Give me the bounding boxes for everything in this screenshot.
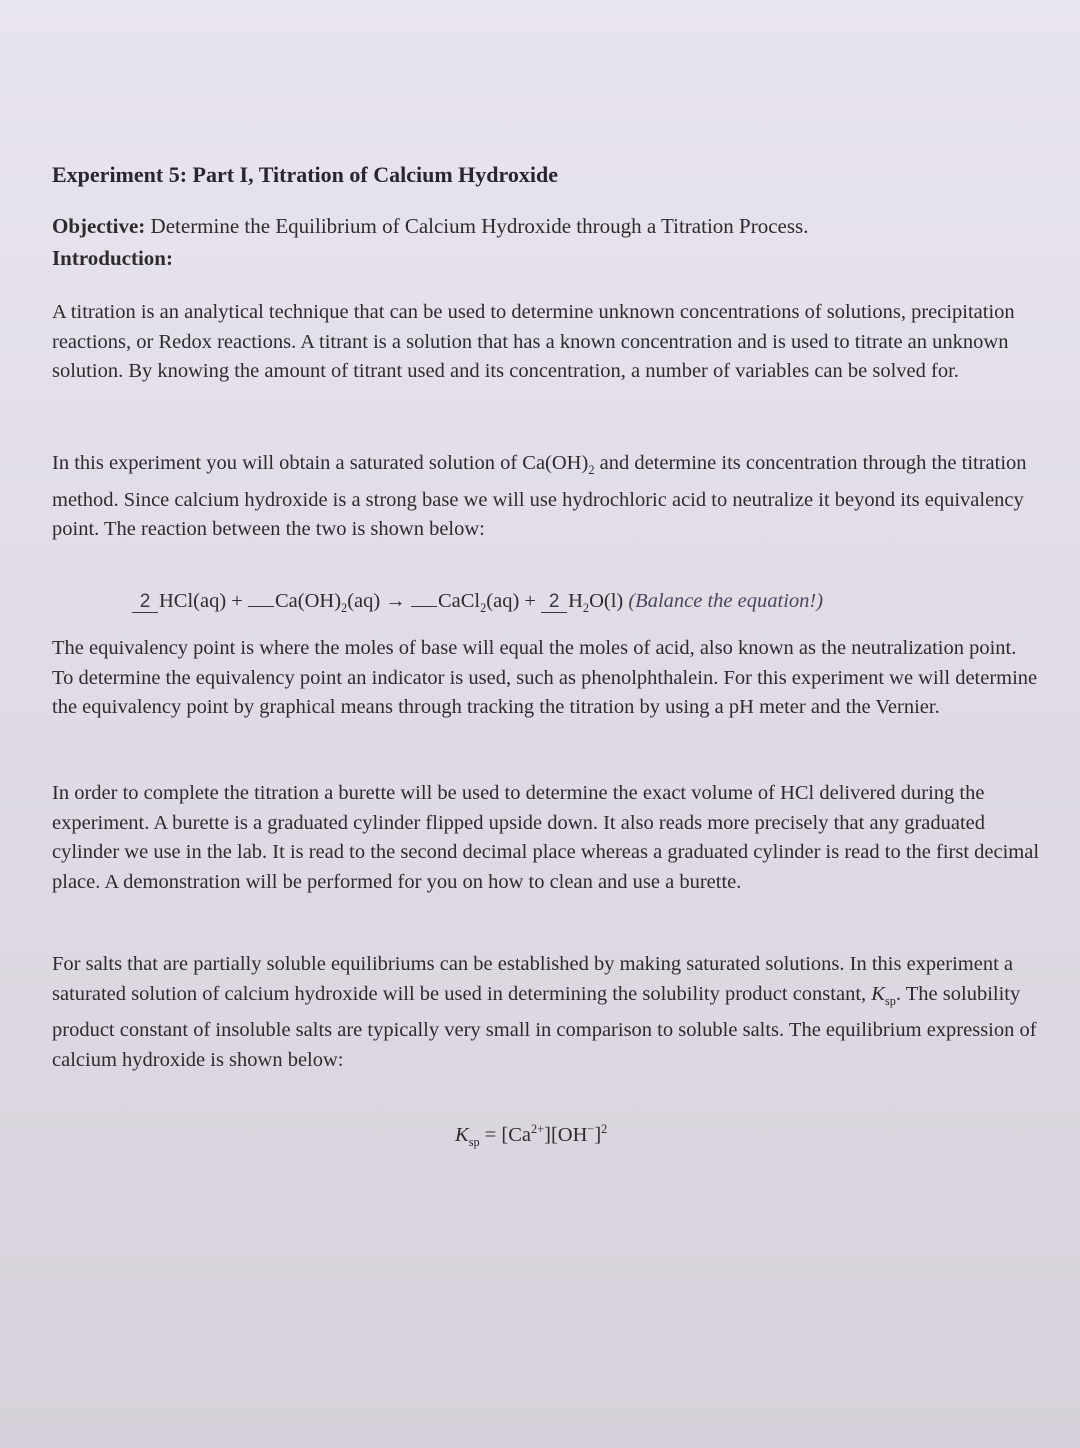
paragraph2-text-a: In this experiment you will obtain a saturated solution of Ca(OH) bbox=[52, 452, 589, 474]
objective-text: Determine the Equilibrium of Calcium Hydroxide through a Titration Process. bbox=[150, 214, 809, 238]
paragraph5-ksp-k: K bbox=[871, 982, 885, 1005]
term-hcl: HCl(aq) + bbox=[159, 590, 248, 612]
term-cacl2-a: CaCl bbox=[437, 590, 481, 612]
introduction-heading: Introduction: bbox=[52, 246, 173, 270]
term-h2o-a: H bbox=[568, 590, 583, 612]
coefficient-hcl: 2 bbox=[132, 592, 158, 613]
ksp-ca-charge: 2+ bbox=[531, 1122, 545, 1136]
term-caoh2-sub: 2 bbox=[341, 601, 348, 616]
term-cacl2-sub: 2 bbox=[480, 601, 487, 616]
term-caoh2-b: (aq) → bbox=[347, 590, 411, 612]
ksp-close: ] bbox=[594, 1123, 602, 1146]
reaction-equation bbox=[132, 590, 823, 616]
paragraph-solubility bbox=[52, 950, 1042, 1075]
coefficient-cacl2 bbox=[411, 606, 437, 607]
coefficient-caoh2 bbox=[248, 606, 274, 607]
paragraph-experiment-overview bbox=[52, 449, 1042, 545]
ksp-k-sub: sp bbox=[468, 1134, 480, 1149]
ksp-oh-charge: − bbox=[587, 1122, 595, 1136]
document-title: Experiment 5: Part I, Titration of Calcium Hydroxide bbox=[52, 162, 558, 187]
paragraph5-text-a: For salts that are partially soluble equilibriums can be established by making saturated solutions. In this experiment a saturated solution of calcium hydroxide will be used in determining the solubility product constant, bbox=[52, 953, 1014, 1005]
paragraph-titration-definition: A titration is an analytical technique that can be used to determine unknown concentrations of solutions, precipitation reactions, or Redox reactions. A titrant is a solution that has a known concentration and is used to titrate an unknown solution. By knowing the amount of titrant used and its concentration, a number of variables can be solved for. bbox=[52, 301, 1015, 382]
paragraph-equivalency-point: The equivalency point is where the moles of base will equal the moles of acid, also known as the neutralization point. To determine the equivalency point an indicator is used, such as phenolphthalein. For this experiment we will determine the equivalency point by graphical means through tracking the titration by using a pH meter and the Vernier. bbox=[52, 637, 1038, 718]
term-cacl2-b: (aq) + bbox=[486, 590, 542, 612]
ksp-eq: = [Ca bbox=[479, 1123, 532, 1146]
ksp-k: K bbox=[455, 1123, 469, 1146]
term-h2o-b: O(l) bbox=[589, 590, 629, 612]
balance-note: (Balance the equation!) bbox=[628, 590, 824, 612]
objective-label: Objective: bbox=[52, 214, 146, 238]
term-caoh2-a: Ca(OH) bbox=[275, 590, 342, 612]
paragraph2-text-b: and determine its concentration through the titration method. Since calcium hydroxide is a strong base we will use hydrochloric acid to neutralize it beyond its equivalency point. The reaction between the two is shown below: bbox=[52, 452, 1027, 541]
ksp-mid: ][OH bbox=[544, 1123, 588, 1146]
paragraph5-text-b: . The solubility product constant of insoluble salts are typically very small in comparison to soluble salts. The equilibrium expression of calcium hydroxide is shown below: bbox=[52, 982, 1037, 1071]
objective-line bbox=[52, 214, 808, 239]
paragraph2-subscript: 2 bbox=[588, 463, 595, 478]
ksp-power: 2 bbox=[601, 1122, 608, 1136]
term-h2o-sub: 2 bbox=[582, 601, 590, 616]
paragraph-burette: In order to complete the titration a burette will be used to determine the exact volume of HCl delivered during the experiment. A burette is a graduated cylinder flipped upside down. It also reads more precisely that any graduated cylinder we use in the lab. It is read to the second decimal place whereas a graduated cylinder is read to the first decimal place. A demonstration will be performed for you on how to clean and use a burette. bbox=[52, 782, 1040, 893]
ksp-expression bbox=[455, 1122, 607, 1150]
paragraph5-ksp-sub: sp bbox=[884, 993, 896, 1008]
coefficient-h2o: 2 bbox=[541, 592, 567, 613]
